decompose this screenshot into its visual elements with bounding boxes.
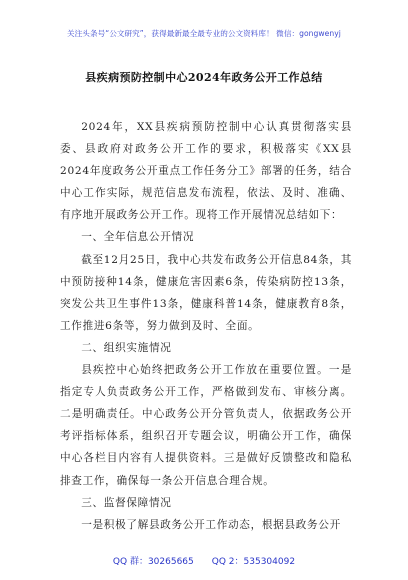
section-heading-1: 一、全年信息公开情况 <box>81 231 195 244</box>
section-2-paragraph: 县疾控中心始终把政务公开工作放在重要位置。一是指定专人负责政务公开工作，严格做到发布、审核分离。二是明确责任。中心政务公开分管负责人，依据政务公开考评指标体系，组织召开专题会议，明确公开工作，确保中心各栏目内容有人提供资料。三是做好反馈整改和隐私排查工作，确保每一条公开信息合理合规。 <box>60 364 352 487</box>
header-promo-note: 关注头条号“公文研究”，获得最新最全最专业的公文资料库！ 微信：gongwenyj <box>67 29 341 38</box>
section-3-paragraph: 一是积极了解县政务公开工作动态，根据县政务公开 <box>81 518 341 531</box>
document-title: 县疾病预防控制中心2024年政务公开工作总结 <box>85 71 323 84</box>
section-1-paragraph: 截至12月25日，我中心共发布政务公开信息84条，其中预防接种14条，健康危害因素6条，传染病防控13条，突发公共卫生事件13条，健康科普14条，健康教育8条，工作推进6条等，努力做到及时、全面。 <box>60 253 352 332</box>
document-body <box>60 116 352 536</box>
section-heading-3: 三、监督保障情况 <box>81 496 172 509</box>
intro-paragraph: 2024年，XX县疾病预防控制中心认真贯彻落实县委、县政府对政务公开工作的要求，积极落实《XX县2024年度政务公开重点工作任务分工》部署的任务，结合中心工作实际，规范信息发布流程，依法、及时、准确、有序地开展政务公开工作。现将工作开展情况总结如下： <box>60 121 352 222</box>
footer-qq-2: QQ 2：535304092 <box>211 557 296 567</box>
section-heading-2: 二、组织实施情况 <box>81 341 172 354</box>
footer-contact <box>0 554 408 567</box>
footer-qq-group: QQ 群：30265665 <box>112 557 194 567</box>
